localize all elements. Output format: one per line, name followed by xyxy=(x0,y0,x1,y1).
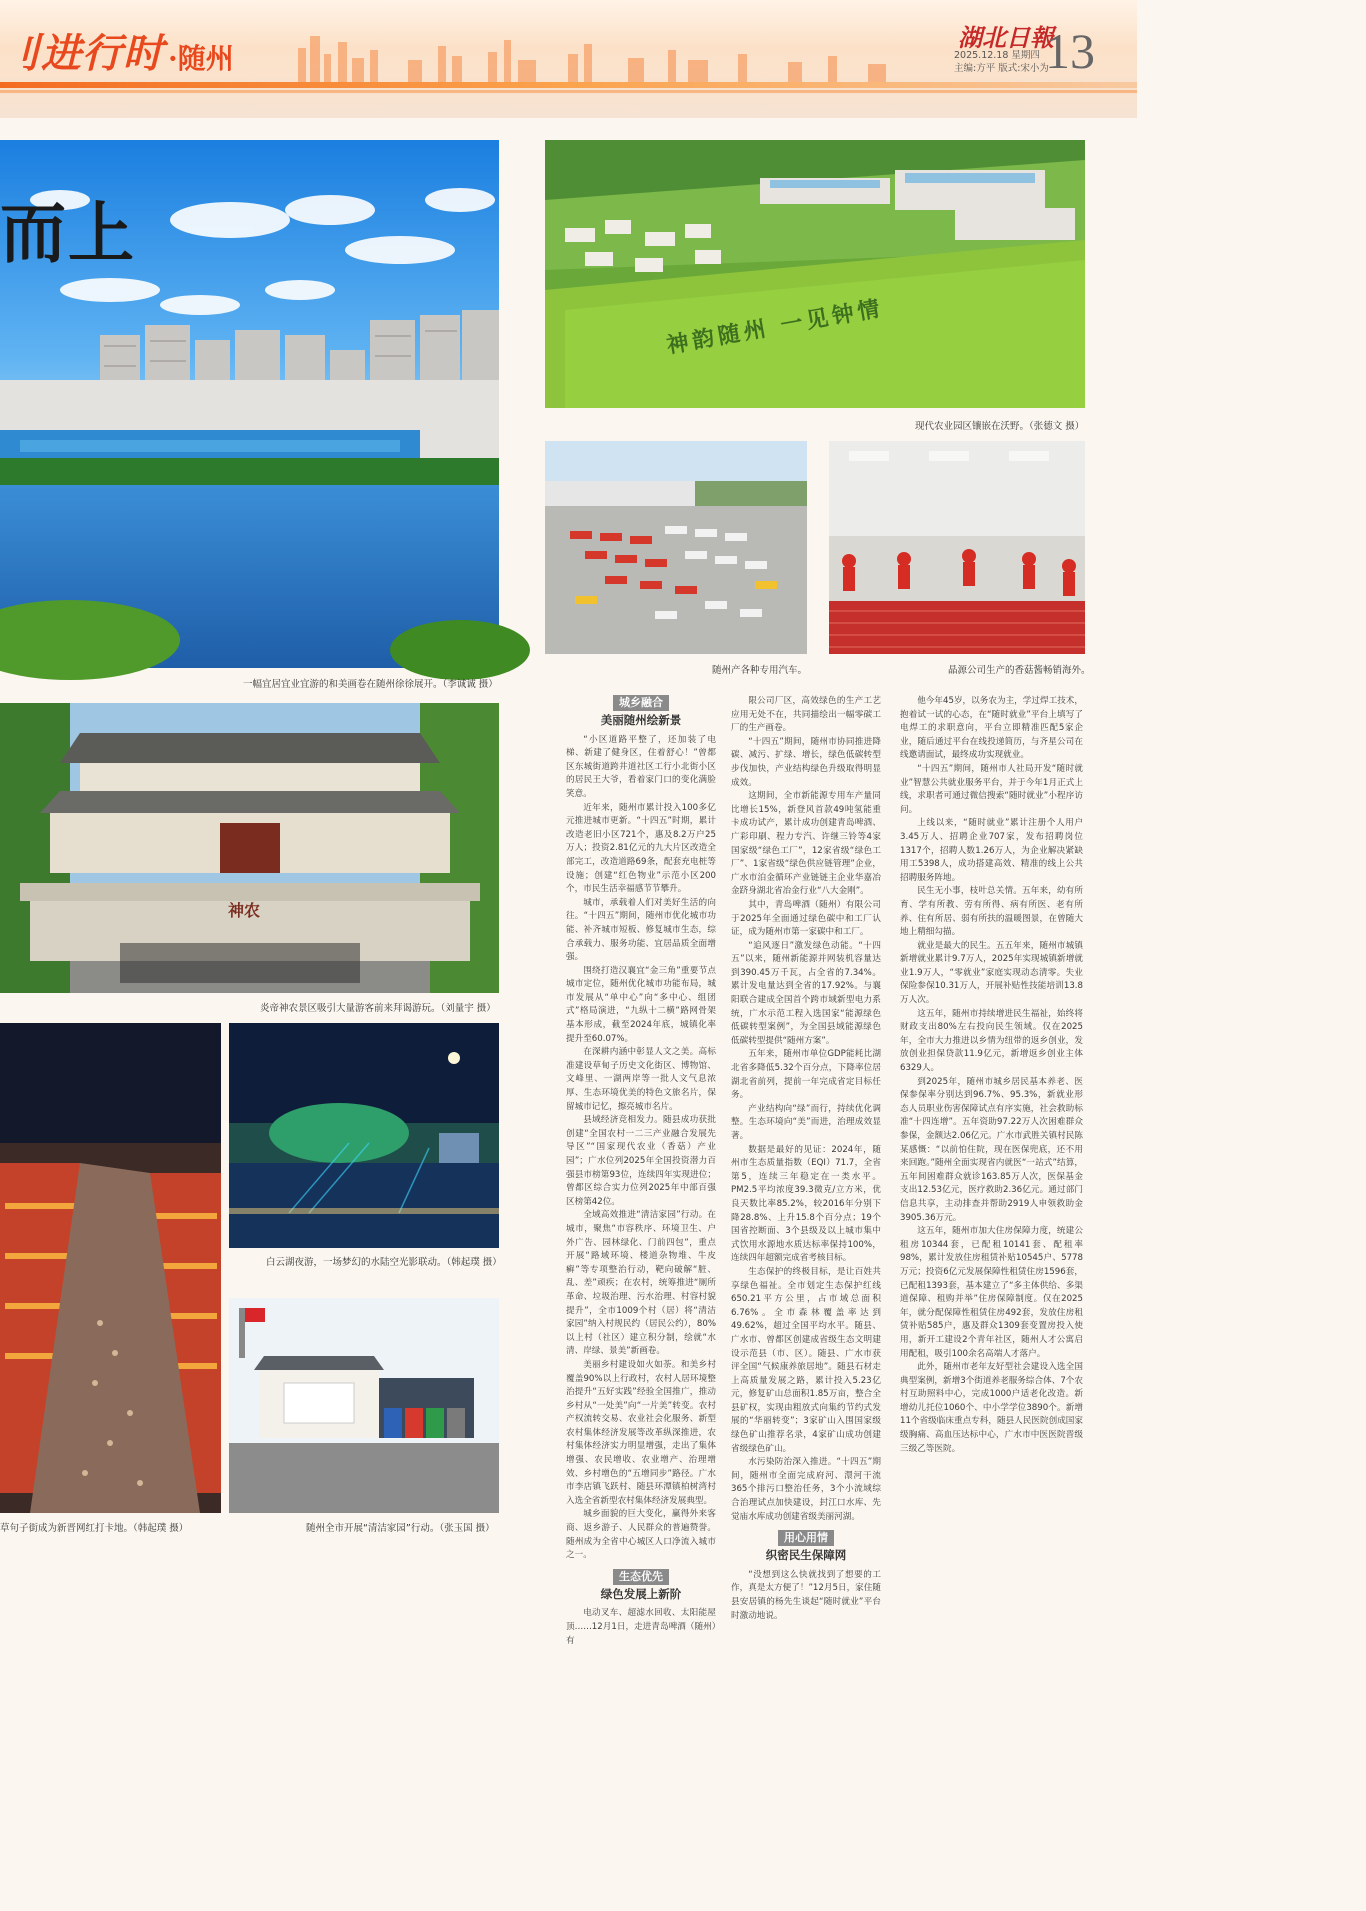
clean-caption: 随州全市开展“清洁家园”行动。（张玉国 摄） xyxy=(306,1523,495,1534)
column-subtitle: ·随州 xyxy=(168,42,234,75)
article-paragraph: 近年来，随州市累计投入100多亿元推进城市更新。“十四五”时期，累计改造老旧小区721个，惠及8.2万户25万人；投资2.81亿元的九大片区改造全部完工，改造道路69条，配套充电桩等设施；创建“红色物业”示范小区200个，市民生活幸福感节节攀升。 xyxy=(566,802,716,895)
clean-home-photo xyxy=(229,1298,499,1513)
article-paragraph: 生态保护的终极目标，是让百姓共享绿色福祉。全市划定生态保护红线650.21平方公里，占市域总面积6.76%。全市森林覆盖率达到49.62%，超过全国平均水平。随县、广水市、曾都区创建成省级生态文明建设示范县（市、区）。随县、广水市获评全国“气候康养旅居地”。随县石材走上高质量发展之路，累计投入5.23亿元，修复矿山总面积1.85万亩，整合全县矿权，实现由粗放式向集约节约式发展的“华丽转变”；3家矿山入围国家级绿色矿山推荐名录，4家矿山成功创建省级绿色矿山。 xyxy=(731,1266,881,1454)
section-kicker-3: 用心用情 xyxy=(778,1530,834,1546)
article-paragraph: 民生无小事，枝叶总关情。五年来，幼有所育、学有所教、劳有所得、病有所医、老有所养、住有所居、弱有所扶的温暖图景，在曾随大地上精细勾描。 xyxy=(900,886,1083,938)
temple-photo xyxy=(0,703,499,993)
hero-cityscape-photo xyxy=(0,140,499,668)
article-column-3 xyxy=(900,695,1083,1595)
temple-caption: 炎帝神农景区吸引大量游客前来拜谒游玩。（刘量宇 摄） xyxy=(260,1003,496,1014)
article-paragraph: 全域高效推进“清洁家园”行动。在城市，聚焦“市容秩序、环境卫生、户外广告、园林绿化、门前四包”，重点开展“路域环境、楼道杂物堆、牛皮癣”等专项整治行动，靶向破解“脏、乱、差”顽疾；在农村，统筹推进“厕所革命、垃圾治理、污水治理、村容村貌提升”，全市1009个村（居）将“清洁家园”纳入村规民约（居民公约），80%以上村（社区）建立积分制，绘就“水清、岸绿、景美”新画卷。 xyxy=(566,1210,716,1357)
article-column-2 xyxy=(731,695,881,1621)
page-number: 13 xyxy=(1045,23,1095,79)
city-skyline-graphic xyxy=(268,30,968,82)
section-title-2: 绿色发展上新阶 xyxy=(600,1586,682,1601)
factory-caption: 晶源公司生产的香菇酱畅销海外。 xyxy=(948,665,1091,676)
article-paragraph: 电动叉车、超滤水回收、太阳能屋顶……12月1日，走进青岛啤酒（随州）有 xyxy=(566,1608,716,1646)
vehicles-caption: 随州产各种专用汽车。 xyxy=(712,665,808,676)
newspaper-logo: 湖北日報 xyxy=(958,23,1054,52)
farm-field-text: 神韵随州 一见钟情 xyxy=(664,296,886,359)
temple-sign: 神农 xyxy=(228,901,261,920)
article-paragraph: 数据是最好的见证：2024年，随州市生态质量指数（EQI）71.7，全省第5，连续三年稳定在一类水平。PM2.5平均浓度39.3微克/立方米，优良天数比率85.2%，较2016年分别下降28.8%、上升15.8个百分点；19个国省控断面、3个县级及以上城市集中式饮用水源地水质达标率保持100%，连续四年超额完成省考核目标。 xyxy=(731,1144,881,1264)
page-header xyxy=(0,0,1137,118)
article-paragraph: 在深耕内涵中彰显人文之美。高标准建设草甸子历史文化街区、博物馆、文峰里、一湖两岸等一批人文气息浓厚、生态环境优美的特色文旅名片，保留城市记忆，擦亮城市名片。 xyxy=(566,1047,716,1112)
article-paragraph: “十四五”期间，随州市人社局开发“随时就业”智慧公共就业服务平台，并于今年1月正式上线，求职者可通过微信搜索“随时就业”小程序访问。 xyxy=(900,763,1083,815)
lake-caption: 白云湖夜游，一场梦幻的水陆空光影联动。（韩起璞 摄） xyxy=(266,1257,502,1268)
hero-headline: 而上 xyxy=(0,194,136,272)
article-paragraph: 这期间，全市新能源专用车产量同比增长15%，新登风首款49吨氢能重卡成功试产，累计成功创建青岛啤酒、广彩印刷、程力专汽、许继三铃等4家国家级“绿色工厂”，12家省级“绿色工厂”、1家省级“绿色供应链管理”企业，广水市泊金循环产业链链主企业华嘉冶金跻身湖北省冶金行业“八大金刚”。 xyxy=(731,791,881,897)
street-caption: 草句子街成为新晋网红打卡地。（韩起璞 摄） xyxy=(0,1523,189,1534)
farm-aerial-photo xyxy=(545,140,1085,408)
editor-credits: 主编:方平 版式:宋小为 xyxy=(954,63,1049,74)
article-paragraph: “小区道路平整了，还加装了电梯、新建了健身区，住着舒心！”曾都区东城街道跨井道社区工行小北街小区的居民王大爷，看着家门口的变化满脸笑意。 xyxy=(566,734,716,799)
article-paragraph: 县域经济竞相发力。随县成功获批创建“全国农村一二三产业融合发展先导区”“国家现代农业（香菇）产业园”；广水位列2025年全国投资潜力百强县市榜第93位，连续四年实现进位；曾都区综合实力位列2025年中部百强区榜第42位。 xyxy=(566,1115,716,1207)
farm-caption: 现代农业园区镶嵌在沃野。（张德文 摄） xyxy=(915,421,1085,432)
article-paragraph: 城市，承载着人们对美好生活的向往。“十四五”期间，随州市优化城市功能、补齐城市短板、修复城市生态，综合承载力、服务功能、宜居品质全面增强。 xyxy=(566,897,716,963)
article-paragraph: “十四五”期间，随州市协同推进降碳、减污、扩绿、增长，绿色低碳转型步伐加快，产业结构绿色升级取得明显成效。 xyxy=(731,736,881,788)
article-paragraph: 围绕打造汉襄宜“金三角”重要节点城市定位，随州优化城市功能布局，城市发展从“单中心”向“多中心、组团式”格局演进，“九纵十二横”路网骨架基本形成，截至2024年底，城镇化率提升至60.07%。 xyxy=(566,965,716,1044)
issue-date: 2025.12.18 星期四 xyxy=(954,50,1040,61)
factory-photo xyxy=(829,441,1085,654)
article-paragraph: 他今年45岁，以务农为主，学过焊工技术，抱着试一试的心态，在“随时就业”平台上填写了电焊工的求职意向，平台立即精准匹配5家企业，随后通过平台在线投递简历，与齐星公司在线邀请面试，最终成功实现就业。 xyxy=(900,696,1083,761)
vehicles-photo xyxy=(545,441,807,654)
section-title-1: 美丽随州绘新景 xyxy=(600,713,682,727)
article-paragraph: 其中，青岛啤酒（随州）有限公司于2025年全面通过绿色碳中和工厂认证，成为随州市第一家碳中和工厂。 xyxy=(731,899,881,938)
night-street-photo xyxy=(0,1023,221,1513)
article-paragraph: 美丽乡村建设如火如荼。和美乡村覆盖90%以上行政村，农村人居环境整治提升“五好实践”经验全国推广，推动乡村从“一处美”向“一片美”转变。农村产权流转交易、农业社会化服务、新型农村集体经济发展等改革纵深推进，农村集体经济实力明显增强，走出了集体增强、农民增收、农业增产、治理增效、乡村增色的“五增同步”路径。广水市李店镇飞跃村、随县环潭镇柏树湾村入选全省新型农村集体经济发展典型。 xyxy=(566,1359,716,1506)
section-title-3: 织密民生保障网 xyxy=(765,1548,847,1563)
article-paragraph: 到2025年，随州市城乡居民基本养老、医保参保率分别达到96.7%、95.3%，新就业形态人员职业伤害保障试点有序实施，社会救助标准“十四连增”。五年资助97.22万人次困难群众参保，金额达2.06亿元。广水市武胜关镇村民陈某感慨：“以前怕住院，现在医保兜底，还不用来回跑。”随州全面实现省内就医“一站式”结算，五年间困难群众就诊163.85万人次，医保基金支出12.53亿元，医疗救助2.36亿元。通过部门信息共享，主动排查并帮助2919人申领救助金3905.36万元。 xyxy=(900,1076,1083,1223)
article-paragraph: 五年来，随州市单位GDP能耗比湖北省多降低5.32个百分点，下降率位居湖北省前列，提前一年完成省定目标任务。 xyxy=(731,1049,881,1101)
article-paragraph: 就业是最大的民生。五五年来，随州市城镇新增就业累计9.7万人，2025年实现城镇新增就业1.9万人，“零就业”家庭实现动态清零。失业保险参保10.31万人，开展补贴性技能培训13.8万人次。 xyxy=(900,940,1083,1006)
article-paragraph: 上线以来，“随时就业”累计注册个人用户3.45万人、招聘企业707家，发布招聘岗位1317个，招聘人数1.26万人，为企业解决紧缺用工5398人，成功搭建高效、精准的线上公共招聘服务阵地。 xyxy=(900,818,1083,883)
article-column-1 xyxy=(566,695,716,1646)
article-paragraph: 城乡面貌的巨大变化，赢得外来客商、返乡游子、人民群众的普遍赞誉。随州成为全省中心城区人口净流入城市之一。 xyxy=(566,1509,716,1561)
article-paragraph: 水污染防治深入推进。“十四五”期间，随州市全面完成府河、澴河干流365个排污口整治任务，3个小流域综合治理试点加快建设，封江口水库、先觉庙水库成功创建省级美丽河湖。 xyxy=(731,1457,881,1522)
section-kicker-1: 城乡融合 xyxy=(613,695,669,711)
hero-caption: 一幅宜居宜业宜游的和美画卷在随州徐徐展开。（李诚诚 摄） xyxy=(243,679,498,690)
article-paragraph: 产业结构向“绿”而行，持续优化调整。生态环境向“美”而进，治理成效显著。 xyxy=(731,1103,881,1141)
article-paragraph: 此外，随州市老年友好型社会建设入选全国典型案例，新增3个街道养老服务综合体、7个农村互助照料中心，完成1000户适老化改造。新增幼儿托位1060个、中小学学位3890个。新增11个省级临床重点专科，随县人民医院创成国家级胸痛、高血压达标中心，广水市中医医院晋级三级乙等医院。 xyxy=(900,1362,1083,1454)
column-title: 刂进行时 xyxy=(0,31,164,77)
lake-night-photo xyxy=(229,1023,499,1248)
article-paragraph: “没想到这么快就找到了想要的工作，真是太方便了！”12月5日，家住随县安居镇的杨先生谈起“随时就业”平台时激动地说。 xyxy=(731,1569,881,1621)
article-paragraph: 这五年，随州市持续增进民生福祉，始终将财政支出80%左右投向民生领域。仅在2025年，全市大力推进以乡情为纽带的返乡创业，发放创业担保贷款11.9亿元，新增返乡创业主体6329人。 xyxy=(900,1008,1083,1074)
article-paragraph: 这五年，随州市加大住房保障力度，统建公租房10344套，已配租10141套、配租率98%，累计发放住房租赁补贴10545户、5778万元；投资6亿元发展保障性租赁住房1596套，已配租1393套，基本建立了“多主体供给、多渠道保障、租购并举”住房保障制度。仅在2025年，就分配保障性租赁住房492套，发放住房租赁补贴585户，惠及群众1309套变置房投入使用，新开工建设2个青年社区，随州人才公寓启用配租，吸引100余名高端人才落户。 xyxy=(900,1226,1083,1359)
section-kicker-2: 生态优先 xyxy=(613,1569,669,1585)
article-paragraph: “追风逐日”激发绿色动能。“十四五”以来，随州新能源并网装机容量达到390.45万千瓦，占全省的7.34%。累计发电量达到全省的17.92%。与襄阳联合建成全国首个跨市域新型电力系统，广水示范工程入选国家“能源绿色低碳转型案例”，为全国县域能源绿色低碳转型提供“随州方案”。 xyxy=(731,940,881,1046)
article-paragraph: 限公司厂区，高效绿色的生产工艺应用无处不在，共同描绘出一幅零碳工厂的生产画卷。 xyxy=(731,696,881,734)
